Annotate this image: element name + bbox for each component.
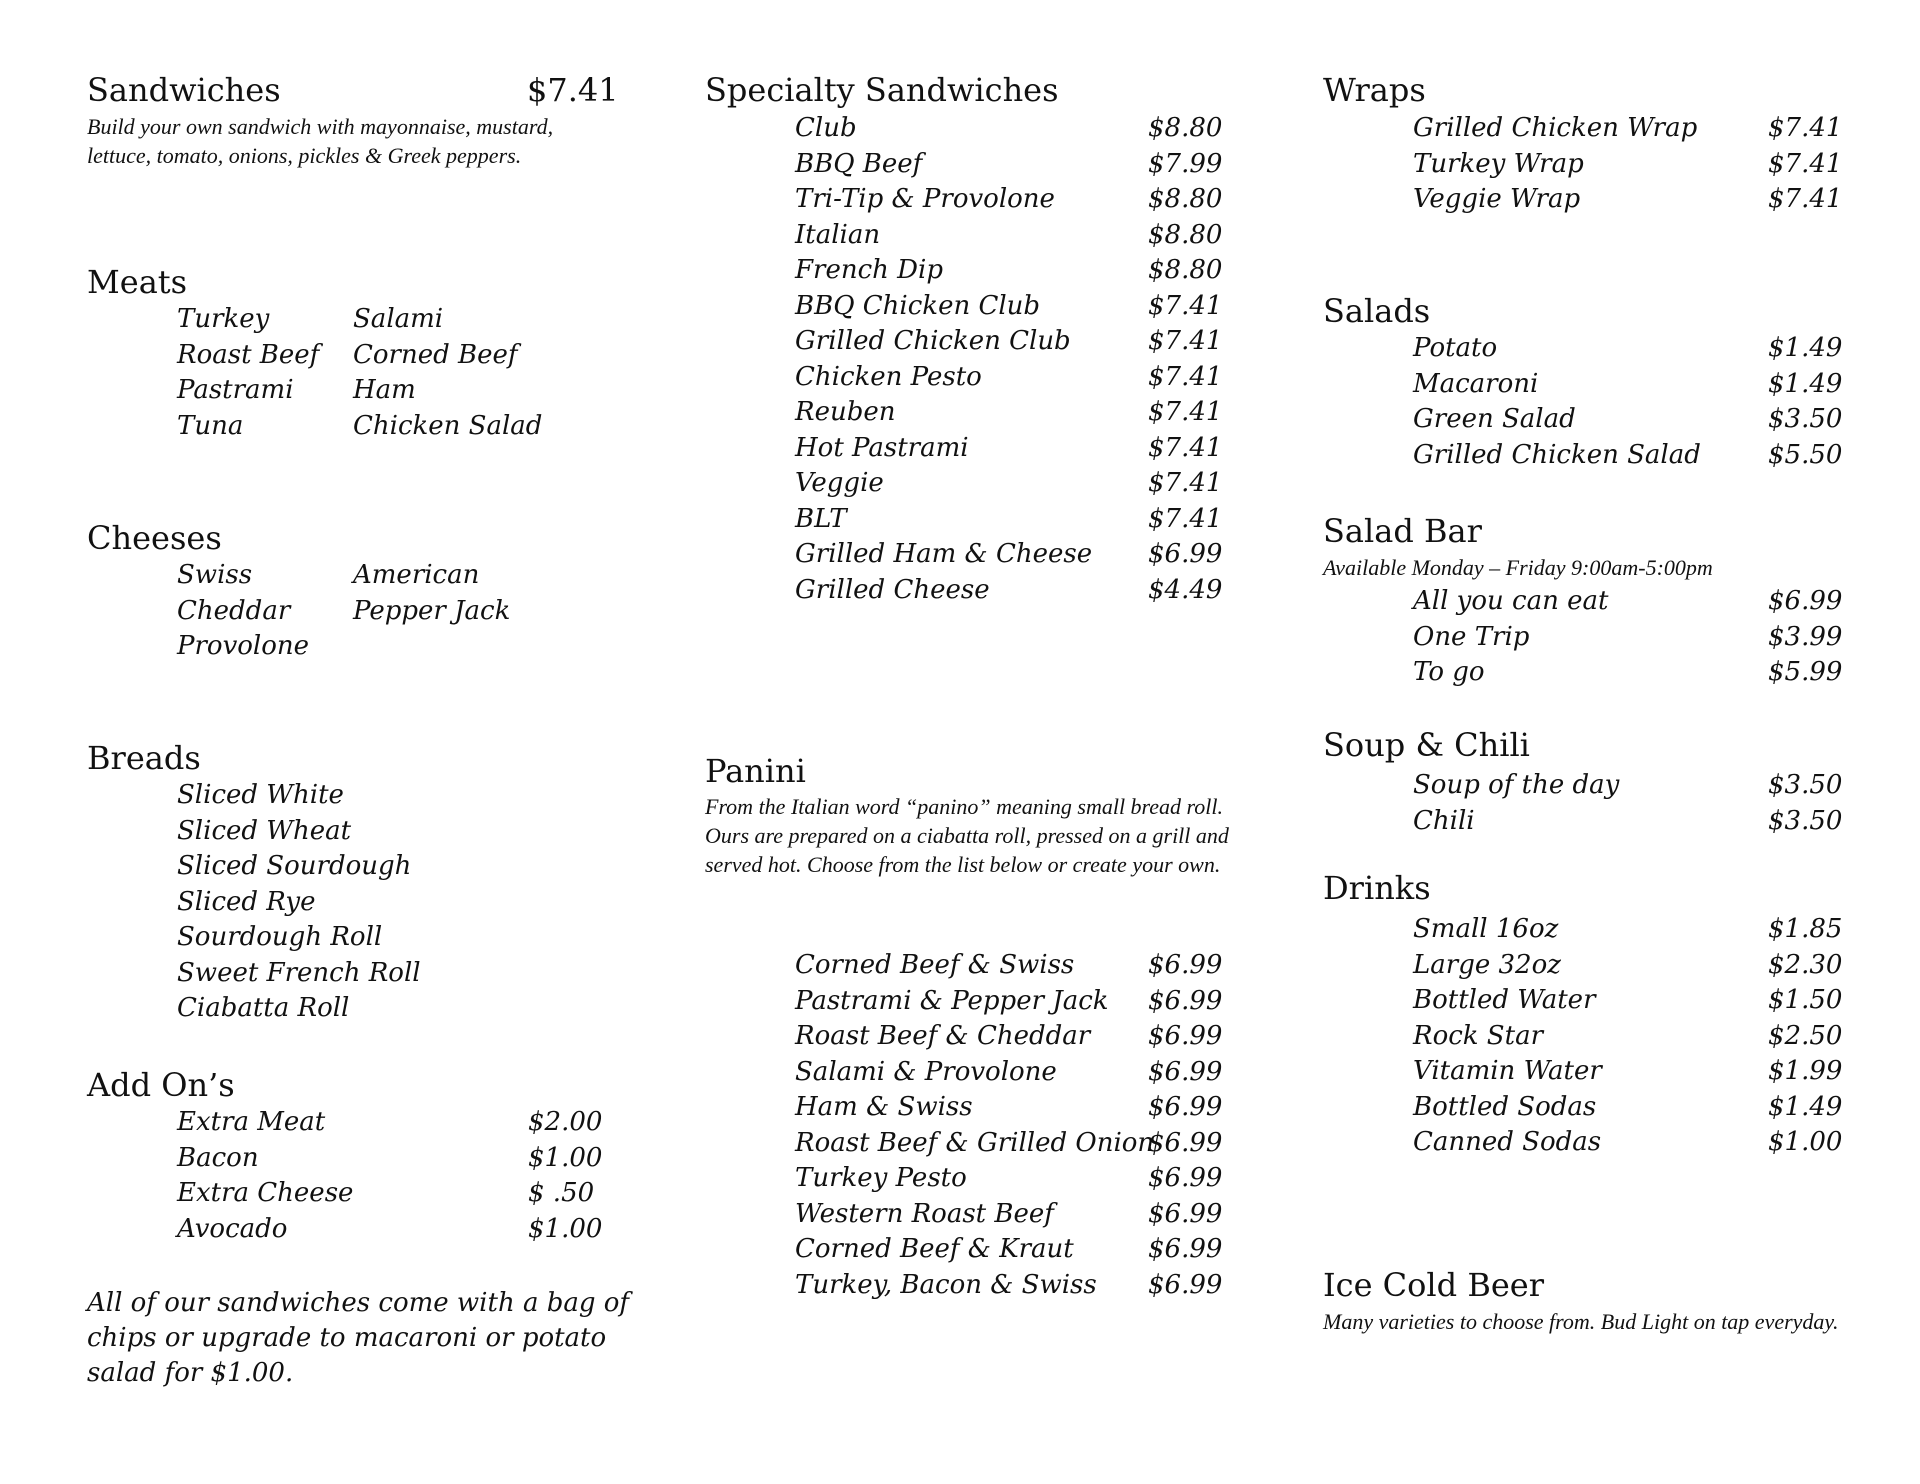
menu-item-name: Veggie [795,468,884,498]
menu-item-name: Salami & Provolone [795,1056,1057,1087]
menu-item-price: $1.49 [1768,368,1843,399]
chips-note: All of our sandwiches come with a bag of chips or upgrade to macaroni or potato salad for $1.00. [87,1288,630,1388]
menu-item-name: Turkey Wrap [1413,148,1584,179]
menu-item-price: $1.00 [1768,1127,1843,1157]
addons-heading: Add On’s [87,1066,235,1104]
menu-item-price: $7.41 [1768,113,1843,143]
menu-item-name: Turkey Pesto [795,1163,967,1193]
menu-item-name: Veggie Wrap [1413,184,1581,214]
menu-item-price: $1.49 [1768,1091,1843,1122]
menu-item-name: Cheddar [177,595,291,626]
menu-item-name: Tri-Tip & Provolone [795,184,1055,214]
menu-item-name: Corned Beef [353,339,518,370]
menu-item-name: Sliced Rye [177,886,316,917]
menu-item-name: Club [795,113,857,143]
menu-item-name: Sliced Wheat [177,815,352,846]
menu-item-name: Pastrami & Pepper Jack [795,985,1109,1016]
menu-item-name: Grilled Chicken Wrap [1413,113,1698,143]
menu-item-name: Turkey [177,304,270,334]
menu-item-name: Grilled Chicken Club [795,326,1071,356]
menu-item-price: $8.80 [1148,255,1223,285]
menu-item-name: Sliced White [177,780,344,810]
menu-item-name: Green Salad [1413,404,1576,434]
menu-item-name: Western Roast Beef [795,1198,1054,1229]
menu-item-name: Hot Pastrami [795,432,969,463]
menu-item-name: Grilled Chicken Salad [1413,439,1701,470]
menu-item-price: $7.41 [1148,326,1223,356]
menu-item-name: Roast Beef [177,339,320,370]
menu-item-name: Soup of the day [1413,770,1620,800]
salad-bar-heading: Salad Bar [1323,512,1482,550]
sandwiches-price: $7.41 [527,71,619,109]
menu-item-price: $3.50 [1768,404,1843,434]
menu-item-price: $5.50 [1768,439,1843,470]
menu-item-name: BBQ Chicken Club [795,290,1041,321]
menu-item-name: Extra Meat [177,1107,326,1137]
menu-item-name: Provolone [177,631,310,661]
menu-item-price: $7.41 [1148,361,1223,392]
breads-heading: Breads [87,739,201,777]
menu-item-price: $2.50 [1768,1020,1843,1051]
menu-item-price: $7.41 [1148,468,1223,498]
menu-item-price: $8.80 [1148,219,1223,250]
menu-item-price: $1.49 [1768,333,1843,363]
menu-item-name: Sourdough Roll [177,922,383,952]
menu-item-price: $7.41 [1148,432,1223,463]
beer-description: Many varieties to choose from. Bud Light on tap everyday. [1323,1309,1839,1334]
specialty-heading: Specialty Sandwiches [705,71,1059,109]
menu-item-name: Rock Star [1413,1020,1543,1051]
menu-item-name: Bottled Water [1413,985,1596,1015]
menu-item-name: Tuna [177,410,244,441]
menu-item-price: $2.30 [1768,949,1843,980]
menu-item-name: Chicken Salad [353,410,543,441]
menu-item-name: BBQ Beef [795,148,923,179]
menu-item-price: $7.41 [1768,148,1843,179]
sandwiches-description: Build your own sandwich with mayonnaise, mustard, lettuce, tomato, onions, pickles & Greek peppers. [87,114,554,168]
menu-item-name: Italian [795,219,881,250]
menu-item-name: Turkey, Bacon & Swiss [795,1269,1097,1300]
menu-item-price: $6.99 [1148,1021,1223,1051]
menu-item-name: Bacon [177,1142,259,1173]
menu-item-price: $5.99 [1768,657,1843,687]
menu-item-price: $7.41 [1148,503,1223,534]
menu-item-price: $6.99 [1148,1234,1223,1264]
menu-item-name: Chili [1413,805,1475,836]
cheeses-heading: Cheeses [87,519,222,557]
menu-item-price: $8.80 [1148,184,1223,214]
menu-item-name: Salami [353,304,444,334]
menu-item-name: Ham [353,375,416,405]
menu-item-name: Sliced Sourdough [177,851,412,881]
menu-item-price: $7.41 [1148,290,1223,321]
salad-bar-hours: Available Monday – Friday 9:00am-5:00pm [1323,555,1713,580]
menu-item-price: $6.99 [1148,1198,1223,1229]
drinks-heading: Drinks [1323,869,1431,907]
menu-item-price: $6.99 [1148,1163,1223,1193]
salads-heading: Salads [1323,292,1431,330]
menu-item-name: French Dip [795,255,943,285]
menu-item-name: Grilled Ham & Cheese [795,539,1093,569]
menu-item-name: Canned Sodas [1413,1127,1602,1157]
soup-heading: Soup & Chili [1323,726,1530,764]
menu-item-name: BLT [795,503,847,534]
menu-item-price: $1.99 [1768,1056,1843,1086]
wraps-heading: Wraps [1323,71,1426,109]
menu-item-price: $6.99 [1148,950,1223,980]
menu-item-name: Corned Beef & Swiss [795,950,1075,980]
panini-heading: Panini [705,752,806,790]
menu-item-name: Chicken Pesto [795,361,982,392]
menu-item-price: $7.41 [1148,397,1223,427]
menu-item-name: Ciabatta Roll [177,993,350,1023]
menu-item-price: $8.80 [1148,113,1223,143]
sandwiches-heading: Sandwiches [87,71,281,109]
meats-heading: Meats [87,263,188,301]
panini-description: From the Italian word “panino” meaning small bread roll. Ours are prepared on a ciabatta roll, pressed on a grill and served hot. Choose from the list below or create your own. [705,794,1229,877]
menu-item-price: $6.99 [1148,1056,1223,1087]
menu-item-name: Reuben [795,397,896,427]
menu-item-price: $1.85 [1768,914,1843,944]
menu-item-name: Roast Beef & Cheddar [795,1021,1091,1051]
menu-item-name: Macaroni [1413,368,1539,399]
menu-item-price: $7.99 [1148,148,1223,179]
menu-item-name: Pastrami [177,375,294,405]
menu-item-name: Swiss [177,560,253,590]
menu-item-name: Corned Beef & Kraut [795,1234,1074,1264]
menu-item-name: Extra Cheese [177,1178,354,1208]
menu-item-name: Small 16oz [1413,914,1559,944]
beer-heading: Ice Cold Beer [1323,1266,1544,1304]
menu-item-name: Bottled Sodas [1413,1091,1597,1122]
menu-item-name: Roast Beef & Grilled Onion [795,1127,1155,1158]
menu-item-price: $6.99 [1148,1269,1223,1300]
menu-item-price: $6.99 [1148,539,1223,569]
menu-item-price: $1.50 [1768,985,1843,1015]
menu-item-price: $3.99 [1768,621,1843,652]
menu-item-price: $7.41 [1768,184,1843,214]
menu-item-name: Large 32oz [1413,949,1561,980]
menu-item-name: Grilled Cheese [795,574,990,605]
menu-item-name: Pepper Jack [353,595,511,626]
menu-item-name: Sweet French Roll [177,957,421,988]
menu-item-price: $6.99 [1148,985,1223,1016]
menu-item-price: $2.00 [528,1107,603,1137]
menu-item-name: Avocado [177,1213,288,1244]
menu-item-name: To go [1413,657,1485,687]
menu-item-price: $6.99 [1148,1092,1223,1122]
menu-item-price: $1.00 [528,1213,603,1244]
menu-item-name: Potato [1413,333,1498,363]
menu-item-name: American [353,560,480,590]
menu-item-price: $6.99 [1148,1127,1223,1158]
menu-item-price: $3.50 [1768,805,1843,836]
menu-item-name: Vitamin Water [1413,1056,1602,1086]
menu-item-price: $6.99 [1768,586,1843,616]
menu-item-price: $3.50 [1768,770,1843,800]
menu-item-name: Ham & Swiss [795,1092,973,1122]
menu-item-price: $ .50 [528,1178,595,1208]
menu-item-name: All you can eat [1413,586,1609,616]
menu-item-price: $1.00 [528,1142,603,1173]
menu-item-name: One Trip [1413,621,1530,652]
menu-item-price: $4.49 [1148,574,1223,605]
